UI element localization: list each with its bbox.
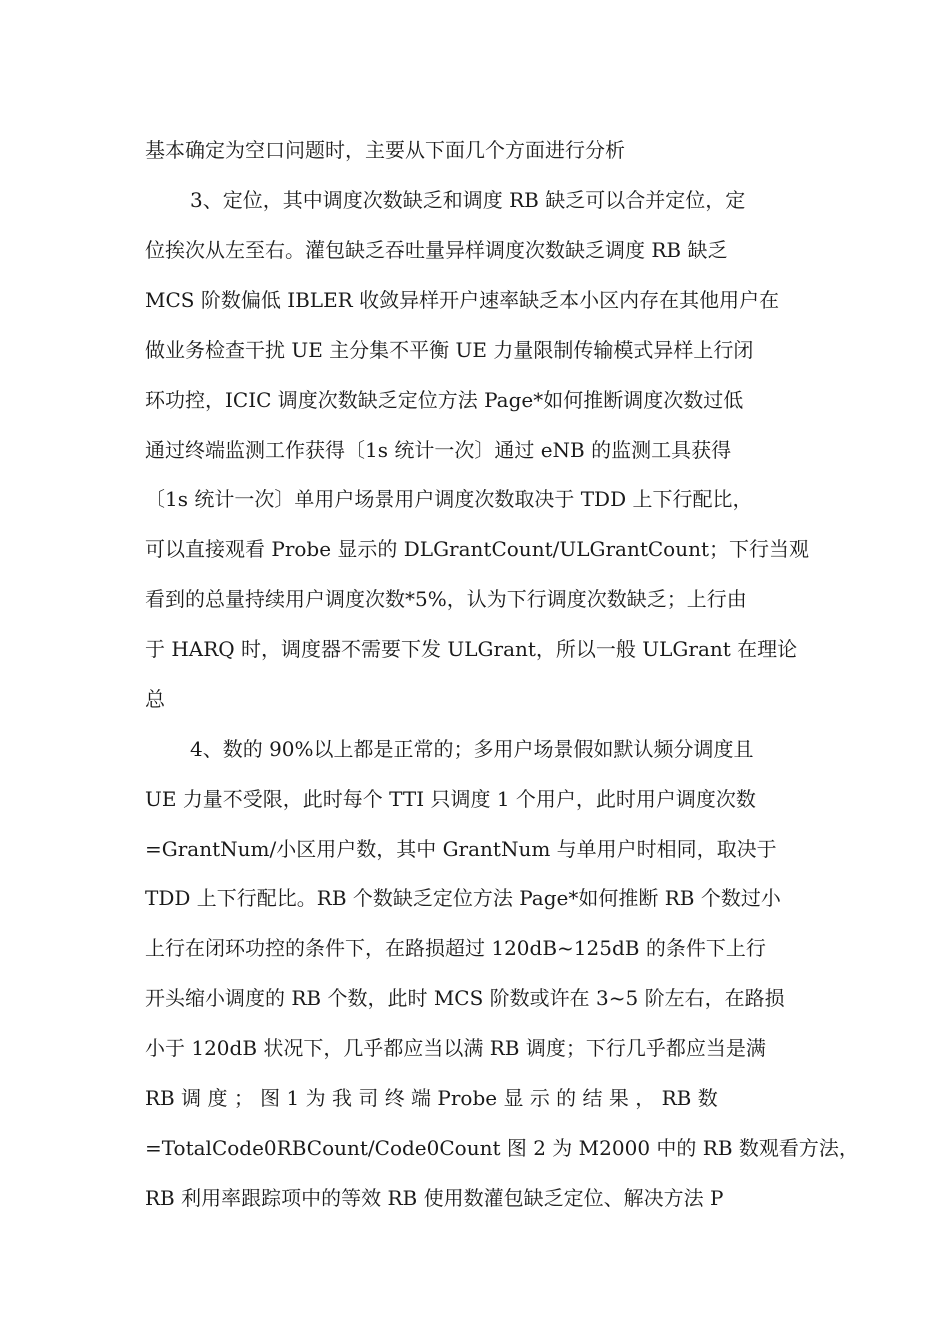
text-line: 开头缩小调度的 RB 个数，此时 MCS 阶数或许在 3~5 阶左右，在路损 <box>145 986 785 1010</box>
text-line: 做业务检查干扰 UE 主分集不平衡 UE 力量限制传输模式异样上行闭 <box>145 338 754 362</box>
text-line: 上行在闭环功控的条件下，在路损超过 120dB~125dB 的条件下上行 <box>145 936 766 960</box>
text-line: =GrantNum/小区用户数，其中 GrantNum 与单用户时相同，取决于 <box>145 837 777 861</box>
text-line: 〔1s 统计一次〕单用户场景用户调度次数取决于 TDD 上下行配比， <box>145 487 753 511</box>
text-line: 3、定位，其中调度次数缺乏和调度 RB 缺乏可以合并定位，定 <box>190 188 746 212</box>
text-line: UE 力量不受限，此时每个 TTI 只调度 1 个用户，此时用户调度次数 <box>145 787 756 811</box>
text-line: 可以直接观看 Probe 显示的 DLGrantCount/ULGrantCount；下行当观 <box>145 537 810 561</box>
text-line: 环功控，ICIC 调度次数缺乏定位方法 Page*如何推断调度次数过低 <box>145 388 744 412</box>
text-line: 于 HARQ 时，调度器不需要下发 ULGrant，所以一般 ULGrant 在理论 <box>145 637 798 661</box>
text-line: 位挨次从左至右。灌包缺乏吞吐量异样调度次数缺乏调度 RB 缺乏 <box>145 238 728 262</box>
text-line: 小于 120dB 状况下，几乎都应当以满 RB 调度；下行几乎都应当是满 <box>145 1036 766 1060</box>
text-line: 看到的总量持续用户调度次数*5%，认为下行调度次数缺乏；上行由 <box>145 587 747 611</box>
text-line: TDD 上下行配比。RB 个数缺乏定位方法 Page*如何推断 RB 个数过小 <box>145 886 781 910</box>
text-line: 4、数的 90%以上都是正常的；多用户场景假如默认频分调度且 <box>190 737 754 761</box>
text-line: =TotalCode0RBCount/Code0Count 图 2 为 M2000 中的 RB 数观看方法， <box>145 1136 859 1160</box>
text-line: 基本确定为空口问题时，主要从下面几个方面进行分析 <box>145 138 625 162</box>
text-line: 总 <box>145 687 165 711</box>
text-line: MCS 阶数偏低 IBLER 收敛异样开户速率缺乏本小区内存在其他用户在 <box>145 288 780 312</box>
text-line: RB 调 度 ； 图 1 为 我 司 终 端 Probe 显 示 的 结 果 ， RB 数 <box>145 1086 718 1110</box>
text-line: 通过终端监测工作获得〔1s 统计一次〕通过 eNB 的监测工具获得 <box>145 438 732 462</box>
text-line: RB 利用率跟踪项中的等效 RB 使用数灌包缺乏定位、解决方法 P <box>145 1186 724 1210</box>
